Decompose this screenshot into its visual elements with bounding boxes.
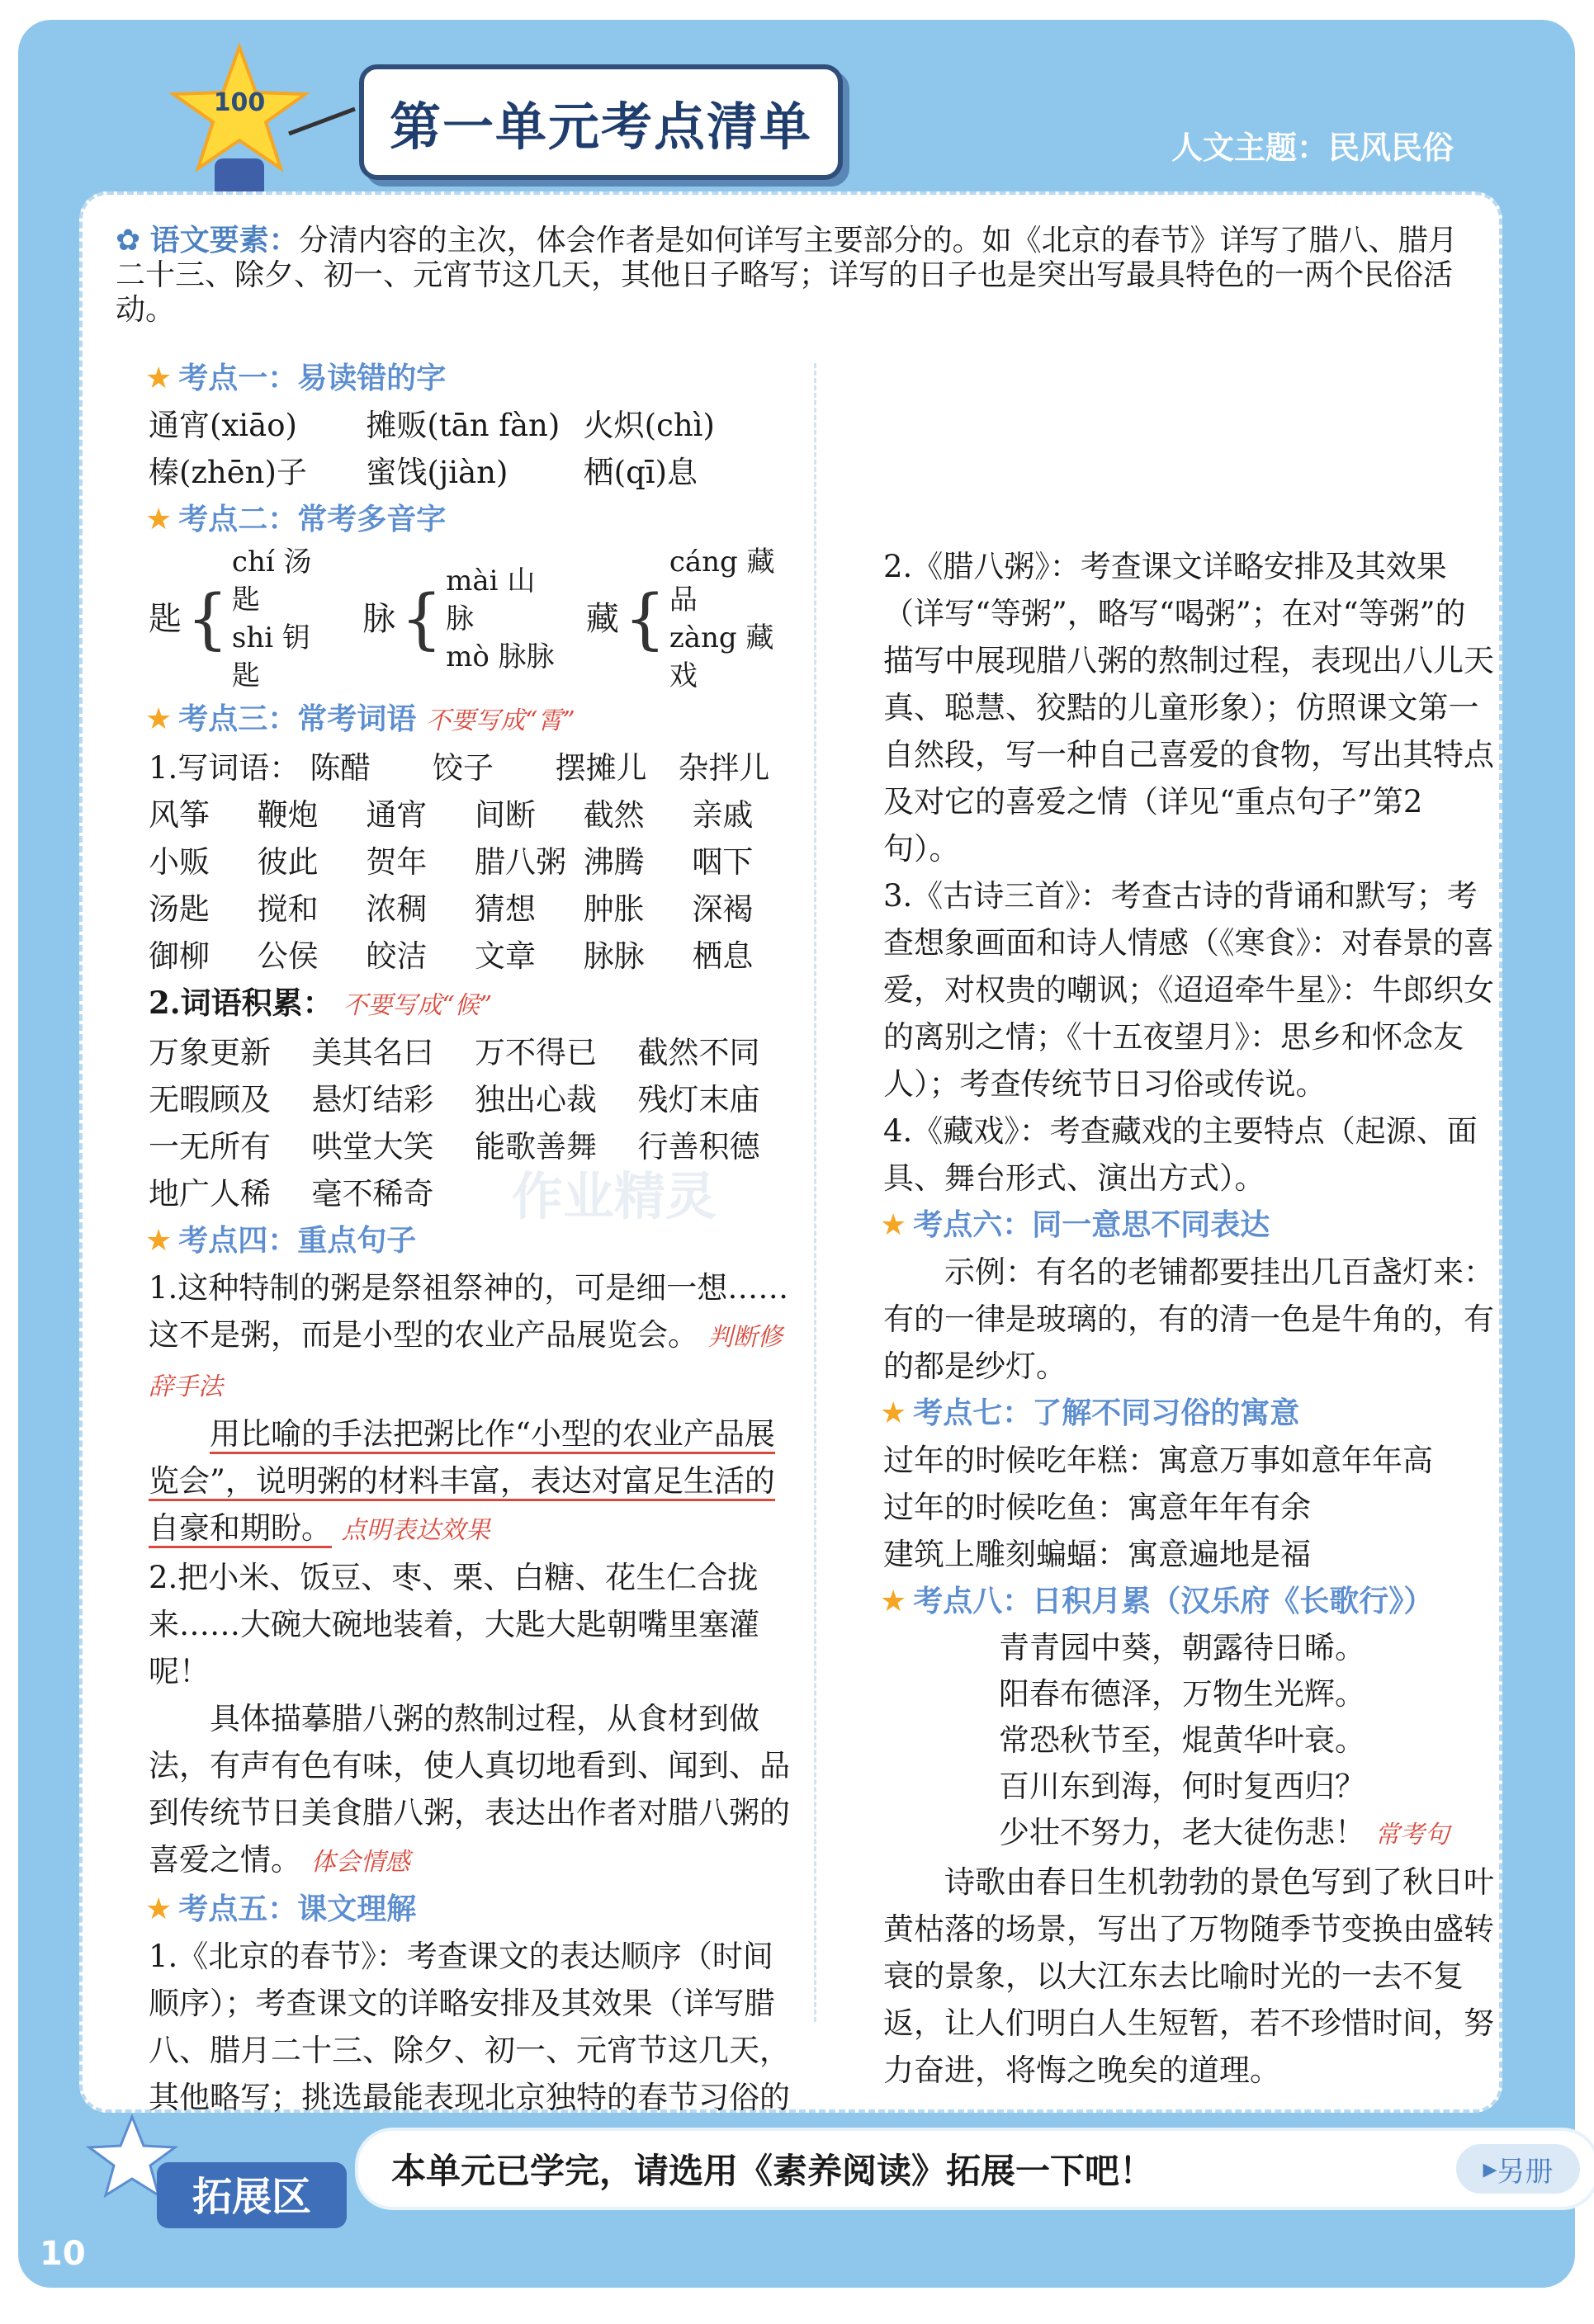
booklet-label: 另册 (1497, 2155, 1554, 2189)
polyphone-reading: zàng 藏戏 (669, 621, 774, 692)
section-8-title: ★ 考点八：日积月累（汉乐府《长歌行》） (880, 1578, 1494, 1625)
idiom-item: 无暇顾及 (149, 1082, 271, 1117)
word-item: 杂拌儿 (678, 750, 770, 786)
section-7-title: ★ 考点七：了解不同习俗的寓意 (880, 1390, 1494, 1437)
word-item: 通宵 (366, 797, 428, 833)
play-icon: ▸ (1483, 2152, 1497, 2185)
extension-bar-wrap (116, 2113, 1554, 2212)
lesson-3-text: 3.《古诗三首》：考查古诗的背诵和默写；考查想象画面和诗人情感（《寒食》：对春景的喜爱，对权贵的嘲讽；《迢迢牵牛星》：牛郎织女的离别之情；《十五夜望月》：思乡和怀念友人）；考查传统节日习俗或传说。 (883, 878, 1494, 1102)
word-item: 榛(zhēn)子 (149, 455, 307, 490)
word-item: 汤匙 (149, 891, 210, 927)
requirement-label: 语文要素： (149, 223, 299, 257)
extension-bar (355, 2128, 1594, 2210)
word-item: 深褐 (692, 891, 754, 927)
word-row (149, 744, 801, 791)
section-6-title: ★ 考点六：同一意思不同表达 (880, 1202, 1494, 1249)
lesson-1-continued (883, 355, 1494, 543)
analysis-text: 用比喻的手法把粥比作“小型的农业产品展览会”，说明粥的材料丰富，表达对富足生活的自豪和期盼。 (149, 1416, 775, 1548)
example-text: 示例：有名的老铺都要挂出几百盏灯来：有的一律是玻璃的，有的清一色是牛角的，有的都是纱灯。 (883, 1254, 1494, 1384)
idiom-row (149, 1029, 801, 1076)
word-item: 间断 (475, 797, 537, 833)
polyphone-item (149, 543, 338, 695)
word-item: 公侯 (257, 938, 319, 974)
idiom-row (149, 1170, 801, 1217)
idiom-item: 毫不稀奇 (311, 1176, 434, 1212)
custom-line: 过年的时候吃鱼：寓意年年有余 (883, 1490, 1311, 1525)
word-row (149, 838, 801, 886)
poem-line: 常恐秋节至，焜黄华叶衰。 (999, 1722, 1365, 1758)
word-row (149, 886, 801, 933)
star-mascot-icon (165, 43, 363, 208)
extension-zone-label: 拓展区 (192, 2174, 312, 2220)
right-column (883, 355, 1494, 2094)
handwritten-note: 判断修辞手法 (149, 1323, 783, 1401)
poem-line: 百川东到海，何时复西归？ (999, 1769, 1365, 1804)
handwritten-note: 不要写成“候” (343, 991, 493, 1020)
lesson-1-text: 1.《北京的春节》：考查课文的表达顺序（时间顺序）；考查课文的详略安排及其效果（详写腊八、腊月二十三、除夕、初一、元宵节这几天，其他略写；挑选最能表现北京独特的春节习俗的 (149, 1939, 790, 2115)
word-item: 栖(qī)息 (583, 455, 698, 490)
word-item: 皎洁 (366, 938, 428, 974)
idiom-item: 万不得已 (475, 1035, 597, 1070)
word-item: 小贩 (149, 844, 210, 880)
language-requirement (116, 223, 1478, 328)
word-item: 猜想 (475, 891, 537, 927)
word-item: 脉脉 (583, 938, 645, 974)
column-divider (814, 363, 816, 2022)
polyphone-char: 匙 (149, 599, 182, 638)
polyphone-reading: cáng 藏品 (669, 546, 775, 616)
word-row (149, 933, 801, 980)
word-row (149, 791, 801, 838)
word-row (149, 449, 801, 496)
word-item: 亲戚 (692, 797, 754, 833)
polyphone-char: 脉 (362, 599, 396, 638)
idiom-item: 行善积德 (637, 1129, 760, 1164)
word-item: 御柳 (149, 938, 210, 974)
booklet-button[interactable] (1456, 2144, 1580, 2194)
idiom-item: 能歌善舞 (475, 1129, 597, 1164)
page-title: 第一单元考点清单 (389, 96, 812, 157)
sentence-1-analysis (149, 1410, 801, 1554)
word-item: 栖息 (692, 938, 754, 974)
poem-line-text: 少壮不努力，老大徒伤悲！ (999, 1815, 1365, 1850)
polyphone-reading: chí 汤匙 (231, 546, 312, 616)
section-3-title: ★ 考点三：常考词语 (145, 702, 416, 736)
section-5-title: ★ 考点五：课文理解 (145, 1886, 801, 1933)
page-number: 10 (40, 2235, 86, 2273)
idiom-item: 哄堂大笑 (311, 1129, 434, 1164)
polyphone-reading: mài 山脉 (446, 564, 536, 635)
lesson-2-text: 2.《腊八粥》：考查课文详略安排及其效果（详写“等粥”，略写“喝粥”；在对“等粥”的描写中展现腊八粥的熬制过程，表现出八儿天真、聪慧、狡黠的儿童形象）；仿照课文第一自然段，写一种自己喜爱的食物，写出其特点及对它的喜爱之情（详见“重点句子”第2句）。 (883, 549, 1494, 867)
word-item: 沸腾 (583, 844, 645, 880)
word-item: 贺年 (366, 844, 428, 880)
idiom-item: 万象更新 (149, 1035, 271, 1070)
handwritten-note: 点明表达效果 (341, 1516, 490, 1545)
polyphone-reading: shi 钥匙 (231, 621, 310, 692)
handwritten-note: 常考句 (1374, 1821, 1450, 1849)
word-item: 腊八粥 (475, 844, 567, 880)
analysis-text: 具体描摹腊八粥的熬制过程，从食材到做法，有声有色有味，使人真切地看到、闻到、品到传统节日美食腊八粥，表达出作者对腊八粥的喜爱之情。 (149, 1701, 790, 1878)
word-item: 鞭炮 (257, 797, 319, 833)
word-item: 陈醋 (310, 750, 371, 786)
extension-text: 本单元已学完，请选用《素养阅读》拓展一下吧！ (391, 2151, 1155, 2191)
word-item: 风筝 (149, 797, 210, 833)
polyphone-item (362, 562, 561, 676)
word-item: 浓稠 (366, 891, 428, 927)
poem-block (999, 1625, 1494, 1859)
polyphone-row (149, 543, 801, 695)
section-1-title: ★ 考点一：易读错的字 (145, 355, 801, 402)
word-item: 文章 (475, 938, 537, 974)
section-4-title: ★ 考点四：重点句子 (145, 1217, 801, 1264)
word-item: 摊贩(tān fàn) (366, 408, 561, 443)
idiom-item: 悬灯结彩 (311, 1082, 434, 1117)
watermark: 作业精灵 (512, 1166, 717, 1226)
word-row (149, 402, 801, 449)
idiom-item: 美其名曰 (311, 1035, 434, 1070)
mascot-badge: 100 (213, 88, 266, 117)
section-2-title: ★ 考点二：常考多音字 (145, 496, 801, 543)
idiom-item: 一无所有 (149, 1129, 271, 1164)
word-item: 彼此 (257, 844, 319, 880)
word-item: 肿胀 (583, 891, 645, 927)
idiom-row (149, 1076, 801, 1123)
word-item: 咽下 (692, 844, 754, 880)
handwritten-note: 不要写成“霄” (426, 706, 575, 735)
polyphone-char: 藏 (585, 599, 619, 638)
brace-icon: { (400, 580, 443, 657)
idiom-item: 残灯末庙 (637, 1082, 760, 1117)
page-title-box (359, 64, 843, 180)
handwritten-note: 体会情感 (310, 1848, 410, 1877)
lesson-4-text: 4.《藏戏》：考查藏戏的主要特点（起源、面具、舞台形式、演出方式）。 (883, 1113, 1478, 1196)
sentence-2: 2.把小米、饭豆、枣、栗、白糖、花生仁合拢来……大碗大碗地装着，大匙大匙朝嘴里塞灌呢！ (149, 1560, 759, 1689)
word-item: 截然 (583, 797, 645, 833)
word-item: 搅和 (257, 891, 319, 927)
word-item: 蜜饯(jiàn) (366, 455, 508, 490)
flower-icon: ✿ (116, 224, 150, 257)
accumulation-label: 2.词语积累： (149, 985, 333, 1021)
custom-line: 过年的时候吃年糕：寓意万事如意年年高 (883, 1443, 1433, 1478)
requirement-text: 分清内容的主次，体会作者是如何详写主要部分的。如《北京的春节》详写了腊八、腊月二十三、除夕、初一、元宵节这几天，其他日子略写；详写的日子也是突出写最具特色的一两个民俗活动。 (116, 224, 1458, 327)
theme-label: 人文主题：民风民俗 (1171, 130, 1454, 166)
idiom-item: 独出心裁 (475, 1082, 597, 1117)
word-item: 饺子 (432, 750, 494, 786)
polyphone-reading: mò 脉脉 (446, 640, 555, 673)
poem-line: 阳春布德泽，万物生光辉。 (999, 1676, 1365, 1712)
left-column (149, 355, 801, 2121)
idiom-item: 地广人稀 (149, 1176, 271, 1212)
idiom-item: 截然不同 (637, 1035, 760, 1070)
sentence-1 (149, 1264, 801, 1410)
brace-icon: { (187, 580, 229, 657)
polyphone-item (586, 543, 801, 695)
poem-line (999, 1810, 1494, 1859)
sentence-2-analysis (149, 1695, 801, 1886)
poem-line: 青青园中葵，朝露待日晞。 (999, 1630, 1365, 1665)
word-item: 火炽(chì) (583, 408, 715, 443)
custom-line: 建筑上雕刻蝙蝠：寓意遍地是福 (883, 1537, 1311, 1572)
word-item: 摆摊儿 (555, 750, 647, 786)
word-item: 通宵(xiāo) (149, 408, 297, 443)
write-label: 1.写词语： (149, 750, 300, 786)
poem-explanation: 诗歌由春日生机勃勃的景色写到了秋日叶黄枯落的场景，写出了万物随季节变换由盛转衰的景象，以大江东去比喻时光的一去不复返，让人们明白人生短暂，若不珍惜时间，努力奋进，将悔之晚矣的道理。 (883, 1864, 1494, 2088)
sentence-text: 1.这种特制的粥是祭祖祭神的，可是细一想……这不是粥，而是小型的农业产品展览会。 (149, 1270, 789, 1353)
idiom-row (149, 1123, 801, 1170)
brace-icon: { (623, 580, 666, 657)
